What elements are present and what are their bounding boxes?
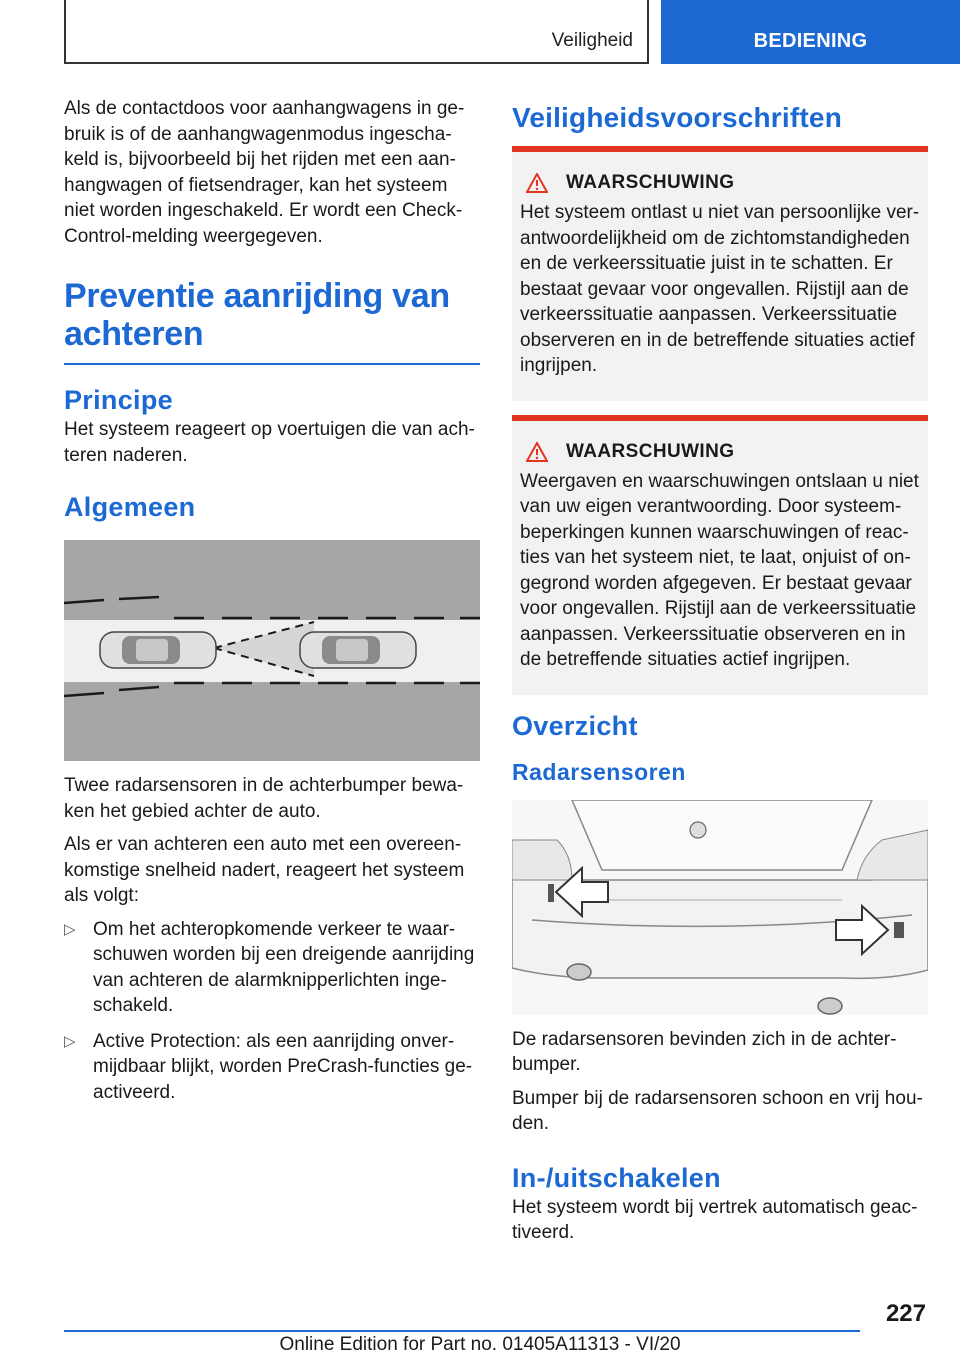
list-item (64, 1029, 480, 1106)
warning-text-2: Weergaven en waarschuwingen ontslaan u niet van uw eigen verantwoording. Door systeembeperkingen kunnen waarschuwingen of reacties van het systeem niet, te laat, onjuist of ongegrond worden afgegeven. Er bestaat gevaar voor ongevallen. Rijstijl aan de verkeerssituatie aanpassen. Verkeerssituatie observeren en in de betreffende situaties actief ingrijpen. (520, 470, 919, 670)
warning-label: WAARSCHUWING (566, 440, 735, 462)
inuitschakelen-text: Het systeem wordt bij vertrek automatisch geactiveerd. (512, 1196, 918, 1243)
warning-triangle-icon (526, 442, 548, 462)
warning-box-2 (512, 415, 928, 695)
warning-box-1 (512, 146, 928, 401)
inuitschakelen-heading: In-/uitschakelen (512, 1162, 721, 1193)
safety-title: Veiligheidsvoorschriften (512, 102, 842, 133)
header-section-label: Veiligheid (551, 30, 633, 51)
ego-car (100, 632, 216, 668)
page-number: 227 (885, 1300, 926, 1327)
edition-footer: Online Edition for Part no. 01405A11313 - VI/20 (279, 1334, 681, 1355)
rear-bumper-illustration (512, 800, 928, 1015)
warning-label: WAARSCHUWING (566, 172, 735, 193)
principe-heading: Principe (64, 385, 173, 415)
warning-text-1: Het systeem ontlast u niet van persoonlijke verantwoordelijkheid om de zichtomstandigheden en de verkeerssituatie juist in te schatten. Er bestaat gevaar voor ongevallen. Rijstijl aan de verkeerssituatie aanpassen. Verkeerssituatie observeren en in de betreffende situaties actief ingrijpen. (520, 202, 920, 376)
overzicht-heading: Overzicht (512, 710, 638, 741)
triangle-bullet-icon: ▷ (64, 1032, 76, 1050)
left-column (64, 96, 480, 1115)
road-diagram (64, 540, 480, 761)
warning-header (526, 441, 920, 463)
list-item-text: Active Protection: als een aanrijding onvermijdbaar blijkt, worden PreCrash-functies geactiveerd. (93, 1030, 473, 1103)
radar-text-1: De radarsensoren bevinden zich in de achterbumper. (512, 1028, 897, 1075)
warning-triangle-icon (526, 173, 548, 193)
radar-text-2: Bumper bij de radarsensoren schoon en vrij houden. (512, 1087, 923, 1134)
triangle-bullet-icon: ▷ (64, 920, 76, 938)
rear-collision-illustration (64, 540, 480, 761)
warning-header (526, 172, 920, 194)
right-column (512, 96, 928, 1254)
reaction-list (64, 917, 480, 1106)
page-header (0, 0, 960, 66)
header-chapter-tab[interactable]: BEDIENING (661, 0, 960, 64)
approaching-car (300, 632, 416, 668)
list-item (64, 917, 480, 1019)
algemeen-paragraph-2: Als er van achteren een auto met een overeenkomstige snelheid nadert, reageert het systeem als volgt: (64, 834, 465, 906)
footer-divider (64, 1330, 860, 1332)
algemeen-paragraph-1: Twee radarsensoren in de achterbumper bewaken het gebied achter de auto. (64, 775, 464, 822)
intro-paragraph: Als de contactdoos voor aanhangwagens in gebruik is of de aanhangwagenmodus ingeschakeld is, bijvoorbeeld bij het rijden met een aanhangwagen of fietsendrager, kan het systeem niet worden ingeschakeld. Er wordt een Check-Control-melding weergegeven. (64, 98, 465, 247)
list-item-text: Om het achteropkomende verkeer te waarschuwen worden bij een dreigende aanrijding van achteren de alarmknipperlichten ingeschakeld. (93, 918, 475, 1016)
radarsensoren-heading: Radarsensoren (512, 758, 686, 785)
header-section-box (64, 0, 649, 64)
principe-text: Het systeem reageert op voertuigen die van achteren naderen. (64, 419, 475, 466)
bumper-diagram (512, 800, 928, 1015)
algemeen-heading: Algemeen (64, 492, 196, 522)
section-title: Preventie aanrijding van achteren (64, 277, 480, 365)
